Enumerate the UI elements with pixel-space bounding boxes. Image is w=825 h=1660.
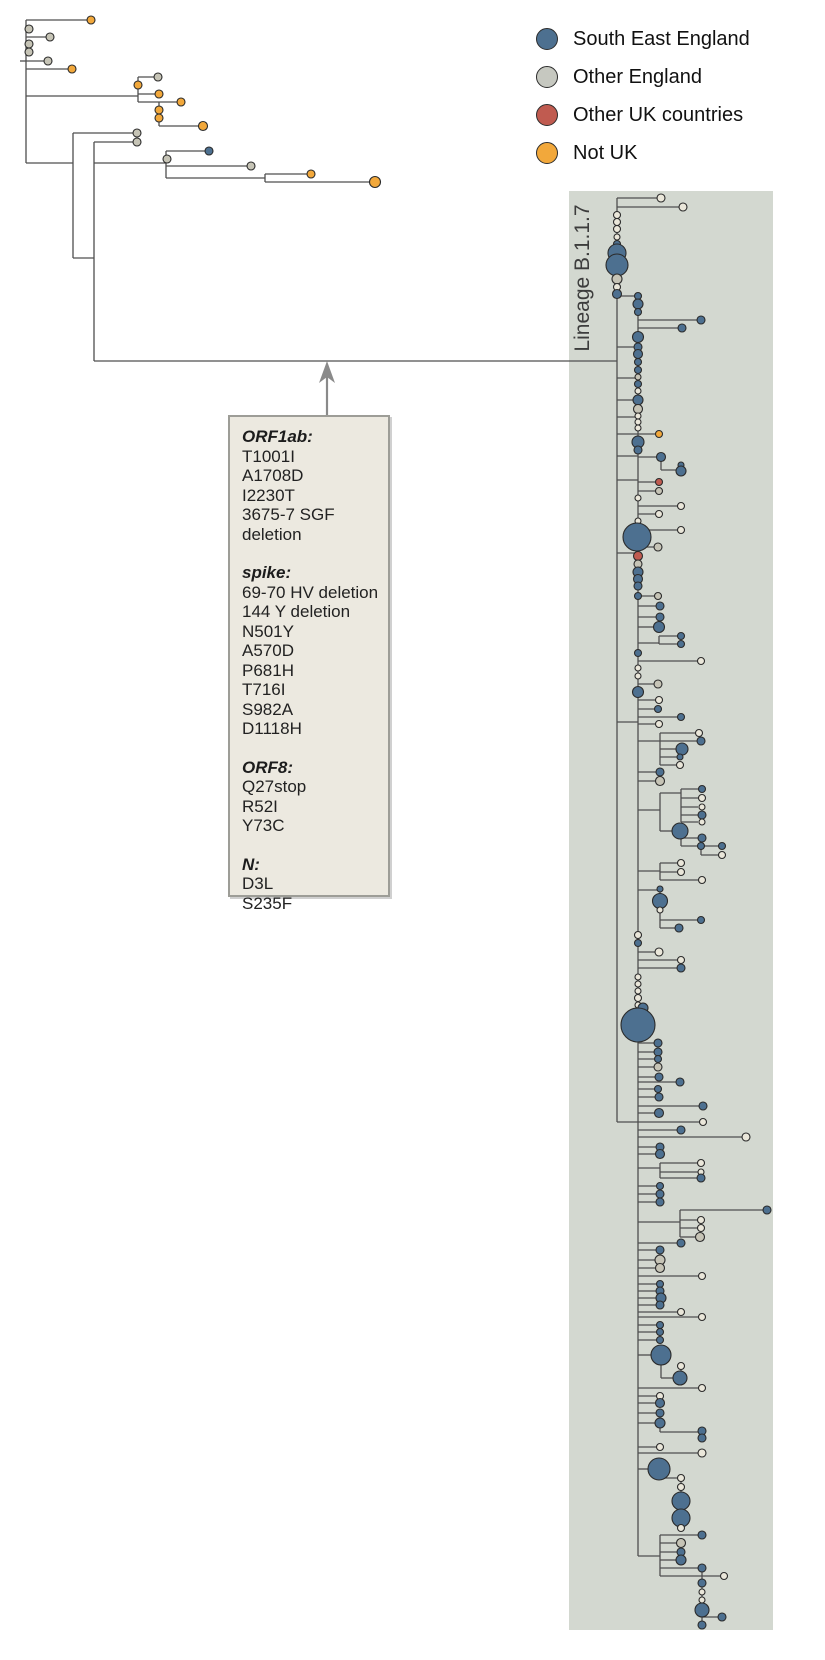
mutation-item: T716I	[242, 680, 286, 699]
tree-node-blue	[635, 309, 642, 316]
tree-node-orange	[307, 170, 315, 178]
tree-node-blue	[698, 1621, 706, 1629]
mutation-section-title: ORF8:	[242, 757, 293, 777]
tree-node-gray	[656, 777, 665, 786]
mutation-section-title: N:	[242, 854, 260, 874]
tree-node-blue	[656, 1198, 664, 1206]
tree-node-gray	[696, 1233, 705, 1242]
annotation-arrow	[319, 361, 335, 417]
tree-node-blue	[656, 613, 664, 621]
tree-node-gray	[654, 1063, 662, 1071]
tree-node-open	[657, 1444, 664, 1451]
tree-node-blue	[697, 316, 705, 324]
tree-node-orange	[155, 106, 163, 114]
mutation-annotation-box	[228, 415, 390, 913]
mutation-item: D1118H	[242, 719, 302, 738]
tree-node-open	[699, 795, 706, 802]
legend-swatch-circle	[536, 142, 558, 164]
tree-node-blue	[613, 290, 622, 299]
tree-node-gray	[654, 543, 662, 551]
tree-node-blue	[677, 1239, 685, 1247]
mutation-item: A570D	[242, 641, 294, 660]
lineage-panel-background	[569, 191, 773, 1630]
tree-node-open	[678, 1525, 685, 1532]
tree-node-blue	[656, 1409, 664, 1417]
legend-item-not-uk	[536, 134, 750, 172]
tree-node-blue	[698, 1579, 706, 1587]
tree-node-blue	[657, 1183, 664, 1190]
tree-node-blue	[697, 737, 705, 745]
tree-node-open	[635, 388, 641, 394]
tree-node-orange	[656, 431, 663, 438]
tree-node-blue	[635, 593, 642, 600]
tree-node-open	[614, 212, 621, 219]
tree-node-open	[614, 226, 621, 233]
tree-node-orange	[155, 90, 163, 98]
tree-node-blue	[657, 1337, 664, 1344]
tree-node-orange	[370, 177, 381, 188]
tree-node-open	[614, 234, 620, 240]
tree-node-open	[657, 194, 665, 202]
tree-node-open	[656, 697, 663, 704]
tree-node-open	[635, 665, 641, 671]
tree-node-open	[699, 877, 706, 884]
tree-node-blue	[678, 714, 685, 721]
tree-node-blue	[657, 1322, 664, 1329]
tree-node-open	[635, 413, 641, 419]
tree-node-blue	[698, 917, 705, 924]
tree-node-gray	[25, 48, 33, 56]
tree-node-open	[656, 721, 663, 728]
tree-node-gray	[25, 40, 33, 48]
tree-node-open	[678, 527, 685, 534]
tree-node-blue	[676, 743, 688, 755]
tree-node-blue	[635, 940, 642, 947]
tree-node-blue	[657, 886, 663, 892]
tree-node-open	[657, 907, 663, 913]
tree-node-blue	[676, 1555, 686, 1565]
tree-node-open	[655, 948, 663, 956]
tree-node-blue	[677, 754, 683, 760]
legend-swatch-circle	[536, 104, 558, 126]
tree-node-blue	[678, 324, 686, 332]
mutation-section-orf8	[242, 758, 388, 836]
mutation-item: S982A	[242, 699, 294, 719]
tree-node-blue	[656, 1301, 664, 1309]
mutation-item: D3L	[242, 874, 274, 893]
tree-node-open	[699, 1273, 706, 1280]
tree-node-blue	[655, 1109, 664, 1118]
tree-node-gray	[656, 488, 663, 495]
tree-node-open	[678, 1484, 685, 1491]
tree-node-blue	[677, 964, 685, 972]
tree-node-open	[698, 1160, 705, 1167]
tree-node-open	[635, 974, 641, 980]
tree-node-blue	[677, 1126, 685, 1134]
tree-node-blue	[656, 1399, 665, 1408]
tree-node-blue	[654, 1039, 662, 1047]
tree-node-blue	[657, 453, 666, 462]
tree-node-orange	[68, 65, 76, 73]
tree-node-open	[635, 419, 641, 425]
tree-node-open	[635, 981, 641, 987]
tree-node-open	[678, 869, 685, 876]
tree-node-orange	[199, 122, 208, 131]
tree-node-blue	[655, 1073, 663, 1081]
tree-node-blue	[698, 1564, 706, 1572]
tree-node-blue	[635, 367, 642, 374]
tree-node-blue	[698, 843, 705, 850]
tree-node-open	[679, 203, 687, 211]
tree-node-blue	[633, 332, 644, 343]
tree-node-gray	[133, 138, 141, 146]
mutation-item: 69-70 HV deletion	[242, 582, 379, 602]
lineage-panel-label: Lineage B.1.1.7	[571, 204, 594, 352]
tree-node-open	[635, 995, 642, 1002]
tree-node-blue	[655, 1056, 662, 1063]
tree-node-open	[700, 1119, 707, 1126]
tree-node-open	[678, 1309, 685, 1316]
tree-node-gray	[612, 274, 622, 284]
tree-node-blue	[699, 1102, 707, 1110]
tree-node-blue	[697, 1174, 705, 1182]
tree-node-blue	[633, 395, 643, 405]
tree-node-open	[699, 1597, 705, 1603]
mutation-item: N501Y	[242, 621, 294, 641]
tree-node-blue	[633, 687, 644, 698]
tree-node-blue	[656, 1190, 664, 1198]
tree-node-blue	[654, 622, 665, 633]
legend-item-south-east-england	[536, 20, 750, 58]
tree-node-open	[678, 860, 685, 867]
tree-node-gray	[154, 73, 162, 81]
tree-node-gray	[44, 57, 52, 65]
tree-node-open	[677, 762, 684, 769]
mutation-item: 144 Y deletion	[242, 602, 351, 621]
tree-node-gray	[677, 1539, 686, 1548]
mutation-item: S235F	[242, 893, 293, 913]
mutation-section-orf1ab	[242, 427, 388, 544]
tree-node-gray	[247, 162, 255, 170]
tree-node-gray	[46, 33, 54, 41]
tree-node-open	[614, 219, 621, 226]
tree-node-blue	[634, 582, 642, 590]
tree-node-blue	[633, 299, 643, 309]
tree-node-blue	[621, 1008, 655, 1042]
tree-node-blue	[654, 1048, 662, 1056]
tree-node-blue	[673, 1371, 687, 1385]
tree-node-gray	[656, 1264, 665, 1273]
tree-node-gray	[133, 129, 141, 137]
tree-node-open	[698, 1449, 706, 1457]
tree-node-blue	[656, 1246, 664, 1254]
tree-node-open	[635, 932, 642, 939]
tree-node-blue	[678, 641, 685, 648]
tree-node-blue	[656, 1150, 665, 1159]
tree-node-blue	[699, 786, 706, 793]
tree-node-open	[719, 852, 726, 859]
mutation-item: R52I	[242, 796, 278, 816]
tree-node-blue	[672, 1492, 690, 1510]
mutation-item: Q27stop	[242, 777, 307, 796]
tree-node-orange	[155, 114, 163, 122]
tree-node-orange	[134, 81, 142, 89]
tree-node-open	[742, 1133, 750, 1141]
tree-node-open	[699, 1385, 706, 1392]
tree-node-orange	[177, 98, 185, 106]
tree-node-blue	[606, 254, 628, 276]
tree-node-blue	[648, 1458, 670, 1480]
mutation-item: 3675-7 SGF deletion	[242, 505, 335, 544]
tree-node-open	[678, 503, 685, 510]
tree-node-open	[698, 658, 705, 665]
tree-node-blue	[672, 823, 688, 839]
tree-node-blue	[634, 350, 643, 359]
tree-node-blue	[635, 381, 642, 388]
tree-node-open	[678, 957, 685, 964]
tree-node-open	[696, 730, 703, 737]
tree-node-open	[656, 511, 663, 518]
tree-node-open	[635, 425, 641, 431]
tree-node-blue	[657, 1329, 664, 1336]
tree-node-blue	[655, 1093, 663, 1101]
tree-node-blue	[635, 650, 642, 657]
tree-node-blue	[623, 523, 651, 551]
tree-node-blue	[634, 446, 642, 454]
tree-node-blue	[698, 834, 706, 842]
tree-node-blue	[763, 1206, 771, 1214]
tree-node-open	[699, 804, 705, 810]
tree-node-open	[699, 1314, 706, 1321]
tree-node-blue	[698, 1531, 706, 1539]
tree-node-orange	[87, 16, 95, 24]
tree-node-red	[634, 552, 643, 561]
mutation-item: A1708D	[242, 466, 304, 485]
tree-node-blue	[695, 1603, 709, 1617]
tree-node-blue	[657, 1281, 664, 1288]
tree-node-blue	[676, 1078, 684, 1086]
tree-node-gray	[25, 25, 33, 33]
tree-node-open	[698, 1225, 705, 1232]
tree-node-open	[635, 673, 641, 679]
tree-node-blue	[719, 843, 726, 850]
tree-node-blue	[205, 147, 213, 155]
tree-node-gray	[654, 680, 662, 688]
legend-swatch-circle	[536, 66, 558, 88]
tree-node-open	[678, 1363, 685, 1370]
tree-node-gray	[655, 593, 662, 600]
legend-swatch-circle	[536, 28, 558, 50]
legend	[536, 20, 750, 172]
tree-node-red	[656, 479, 663, 486]
tree-node-blue	[698, 811, 706, 819]
tree-node-gray	[635, 374, 641, 380]
tree-node-blue	[718, 1613, 726, 1621]
mutation-item: Y73C	[242, 816, 285, 835]
mutation-item: P681H	[242, 660, 294, 680]
tree-node-blue	[655, 1086, 662, 1093]
tree-node-open	[635, 988, 641, 994]
tree-node-blue	[635, 359, 642, 366]
tree-node-blue	[678, 633, 685, 640]
tree-node-blue	[653, 894, 668, 909]
tree-node-gray	[163, 155, 171, 163]
tree-node-gray	[634, 405, 643, 414]
tree-node-open	[699, 1589, 705, 1595]
tree-node-blue	[656, 602, 664, 610]
tree-node-open	[721, 1573, 728, 1580]
tree-node-blue	[655, 706, 662, 713]
tree-node-open	[678, 1475, 685, 1482]
tree-node-blue	[655, 1418, 665, 1428]
tree-node-blue	[698, 1434, 706, 1442]
tree-node-blue	[656, 768, 664, 776]
mutation-item: I2230T	[242, 485, 295, 505]
tree-node-open	[699, 819, 705, 825]
legend-item-other-uk-countries	[536, 96, 750, 134]
legend-item-label: Other England	[573, 65, 702, 88]
mutation-section-title: spike:	[242, 563, 292, 582]
legend-item-label: Other UK countries	[573, 103, 744, 126]
tree-node-blue	[651, 1345, 671, 1365]
legend-item-label: Not UK	[573, 141, 638, 164]
tree-node-open	[698, 1217, 705, 1224]
tree-node-open	[635, 495, 641, 501]
tree-node-blue	[676, 466, 686, 476]
legend-item-label: South East England	[573, 27, 750, 50]
mutation-section-spike	[242, 563, 388, 739]
legend-item-other-england	[536, 58, 750, 96]
mutation-section-title: ORF1ab:	[242, 427, 313, 446]
tree-node-blue	[675, 924, 683, 932]
mutation-section-n	[242, 855, 388, 914]
mutation-item: T1001I	[242, 446, 295, 466]
